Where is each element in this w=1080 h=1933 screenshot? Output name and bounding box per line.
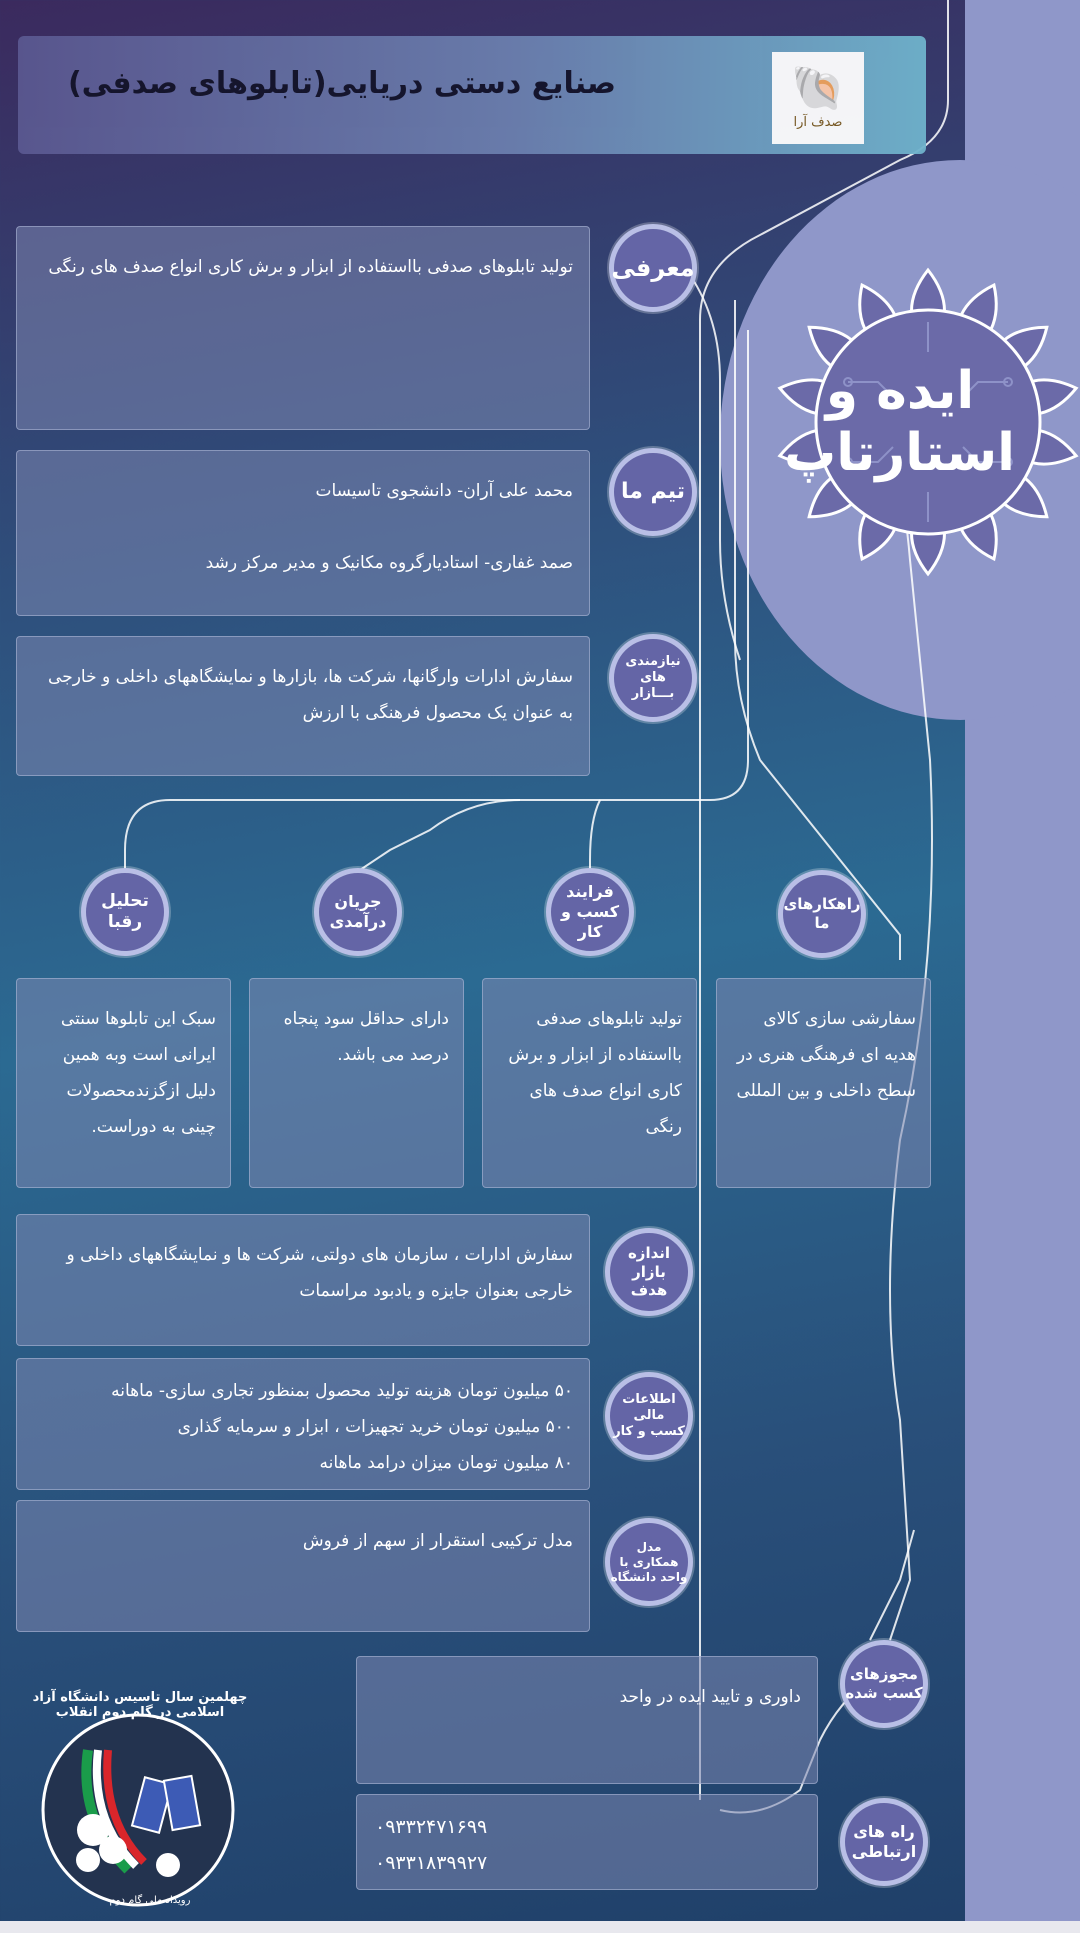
revenue-label-1: جریان <box>334 892 382 911</box>
contact-label-1: راه های <box>853 1822 915 1841</box>
licenses-label-2: کسب شده <box>845 1684 923 1702</box>
financial-label-1: اطلاعات مالی <box>622 1391 676 1423</box>
strategies-box <box>716 978 931 1188</box>
market-needs-label-2: بـــازار <box>631 686 675 702</box>
licenses-text: داوری و تایید ایده در واحد <box>619 1687 801 1707</box>
target-market-circle <box>605 1228 693 1316</box>
business-process-label-1: فرایند <box>566 882 614 901</box>
financial-circle <box>605 1372 693 1460</box>
strategies-circle <box>778 870 866 958</box>
market-needs-text: سفارش ادارات وارگانها، شرکت ها، بازارها و نمایشگاههای داخلی و خارجی به عنوان یک محصول فرهنگی با ارزش <box>48 667 573 723</box>
target-market-box <box>16 1214 590 1346</box>
target-market-label-2: هدف <box>630 1281 668 1300</box>
cooperation-circle <box>605 1518 693 1606</box>
financial-label-2: کسب و کار <box>613 1424 685 1440</box>
team-member-2: صمد غفاری- استادیارگروه مکانیک و مدیر مرکز رشد <box>205 553 573 573</box>
intro-text: تولید تابلوهای صدفی بااستفاده از ابزار و برش کاری انواع صدف های رنگی <box>48 257 573 277</box>
business-process-text: تولید تابلوهای صدفی بااستفاده از ابزار و برش کاری انواع صدف های رنگی <box>508 1009 682 1137</box>
badge-line-1: ایده و <box>825 361 975 421</box>
bottom-bar <box>0 1921 1080 1933</box>
header-banner <box>18 36 926 154</box>
contact-circle <box>840 1798 928 1886</box>
logo-text: صدف آرا <box>793 114 843 130</box>
brand-logo <box>772 52 864 144</box>
financial-line-2: ۵۰۰ میلیون تومان خرید تجهیزات ، ابزار و سرمایه گذاری <box>177 1417 573 1437</box>
revenue-label-2: درآمدی <box>329 912 387 931</box>
financial-box <box>16 1358 590 1490</box>
strategies-text: سفارشی سازی کالای هدیه ای فرهنگی هنری در سطح داخلی و بین المللی <box>736 1009 916 1101</box>
intro-label: معرفی <box>611 254 695 282</box>
target-market-text: سفارش ادارات ، سازمان های دولتی، شرکت ها و نمایشگاههای داخلی و خارجی بعنوان جایزه و یادبود مراسمات <box>66 1245 573 1301</box>
competitors-box <box>16 978 231 1188</box>
business-process-circle <box>546 868 634 956</box>
intro-box <box>16 226 590 430</box>
page-title: صنایع دستی دریایی(تابلوهای صدفی) <box>67 66 616 101</box>
badge-line-2: استارتاپ <box>784 423 1015 483</box>
revenue-text: دارای حداقل سود پنجاه درصد می باشد. <box>283 1009 449 1065</box>
strategies-label-2: ما <box>814 914 830 932</box>
cooperation-label-3: واحد دانشگاه <box>610 1569 688 1584</box>
revenue-box <box>249 978 464 1188</box>
target-market-label-1: اندازه بازار <box>627 1243 671 1281</box>
contact-label-2: ارتباطی <box>851 1842 917 1861</box>
team-label: تیم ما <box>620 479 686 505</box>
strategies-label-1: راهکارهای <box>783 895 861 914</box>
cooperation-text: مدل ترکیبی استقرار از سهم از فروش <box>302 1531 573 1551</box>
revenue-circle <box>314 868 402 956</box>
competitors-label: تحلیل رقبا <box>101 890 149 932</box>
cooperation-label-1: مدل <box>636 1539 662 1554</box>
business-process-box <box>482 978 697 1188</box>
licenses-label-1: مجوزهای <box>850 1665 918 1684</box>
business-process-label-2: کسب و کار <box>560 902 620 941</box>
market-needs-circle <box>609 634 697 722</box>
emblem-arc-text: چهلمین سال تاسیس دانشگاه آزاد اسلامی در گام دوم انقلاب <box>32 1690 248 1720</box>
idea-startup-badge-text <box>785 360 1015 484</box>
team-box <box>16 450 590 616</box>
cooperation-box <box>16 1500 590 1632</box>
team-member-1: محمد علی آران- دانشجوی تاسیسات <box>315 481 573 501</box>
intro-circle <box>609 224 697 312</box>
contact-box <box>356 1794 818 1890</box>
contact-phone-1: ۰۹۳۳۲۴۷۱۶۹۹ <box>375 1816 488 1838</box>
market-needs-label-1: نیازمندی های <box>625 653 681 685</box>
contact-phone-2: ۰۹۳۳۱۸۳۹۹۲۷ <box>375 1852 488 1874</box>
financial-line-3: ۸۰ میلیون تومان میزان درامد ماهانه <box>319 1453 573 1473</box>
emblem-bottom-text: رویداد ملی گام دوم <box>109 1895 191 1906</box>
cooperation-label-2: همکاری با <box>619 1554 679 1569</box>
competitors-text: سبک این تابلوها سنتی ایرانی است وبه همین دلیل ازگزندمحصولات چینی به دوراست. <box>60 1009 216 1137</box>
seashell-icon: 🐚 <box>790 62 846 114</box>
licenses-box <box>356 1656 818 1784</box>
competitors-circle <box>81 868 169 956</box>
market-needs-box <box>16 636 590 776</box>
financial-line-1: ۵۰ میلیون تومان هزینه تولید محصول بمنظور تجاری سازی- ماهانه <box>111 1381 573 1401</box>
team-circle <box>609 448 697 536</box>
licenses-circle <box>840 1640 928 1728</box>
